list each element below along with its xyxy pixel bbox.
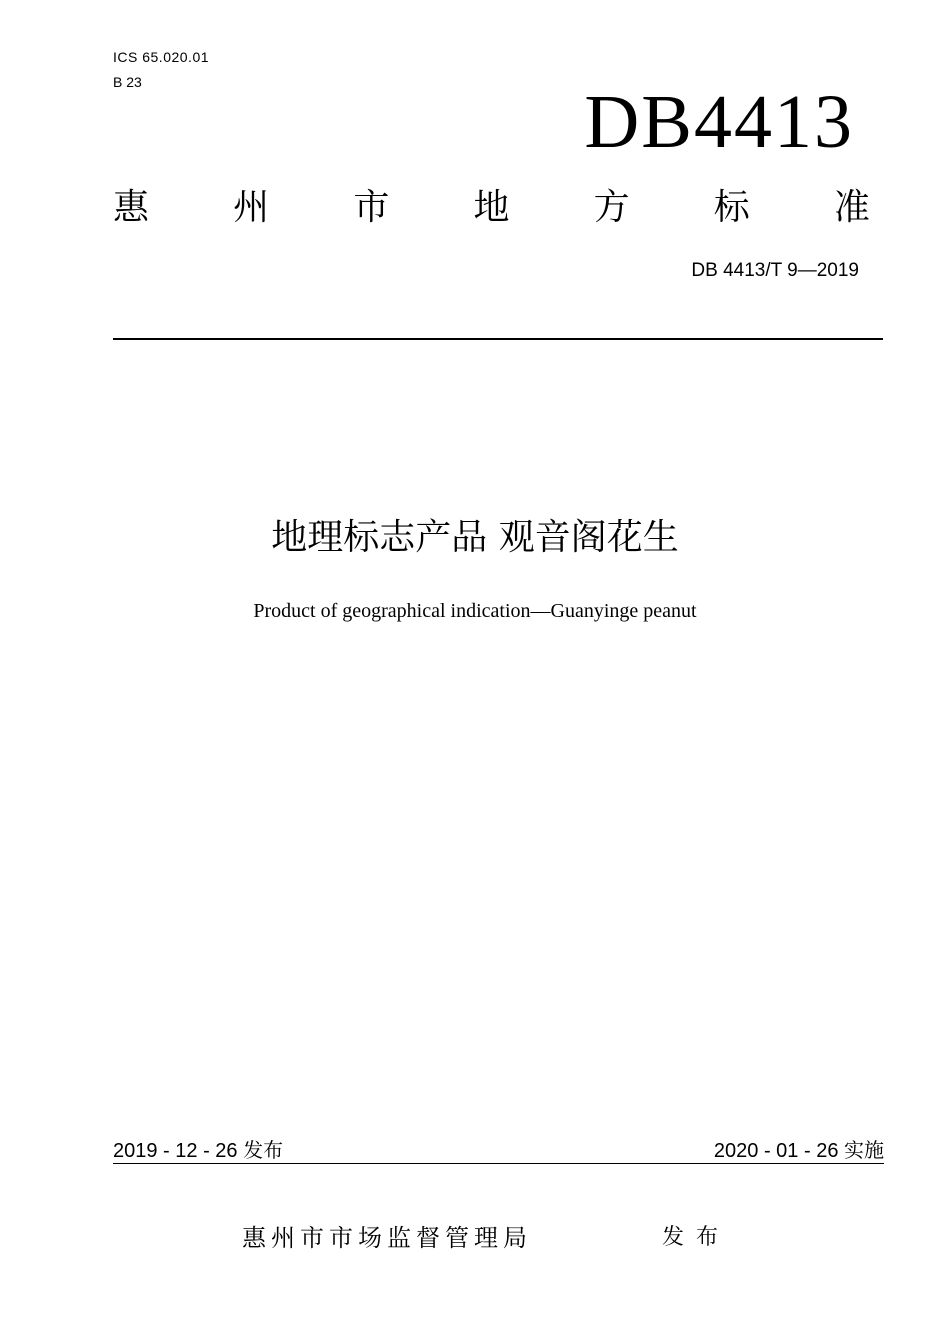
document-title-english: Product of geographical indication—Guanyinge peanut bbox=[253, 600, 697, 622]
standard-type-heading bbox=[113, 186, 870, 230]
top-divider bbox=[113, 338, 883, 340]
issuing-authority: 惠州市市场监督管理局 bbox=[242, 1224, 532, 1252]
standard-type-char: 标 bbox=[713, 187, 750, 228]
ics-code: ICS 65.020.01 bbox=[113, 49, 210, 65]
publish-label: 发布 bbox=[662, 1225, 731, 1250]
implementation-date: 2020 - 01 - 26 实施 bbox=[713, 1140, 884, 1162]
standard-type-char: 方 bbox=[593, 187, 630, 228]
standard-type-char: 惠 bbox=[113, 187, 150, 228]
standard-number: DB 4413/T 9—2019 bbox=[691, 260, 859, 281]
standard-type-char: 地 bbox=[473, 187, 510, 228]
bottom-divider bbox=[113, 1163, 884, 1164]
standard-type-char: 市 bbox=[353, 187, 390, 228]
issue-date: 2019 - 12 - 26 发布 bbox=[113, 1140, 284, 1162]
standard-type-char: 准 bbox=[833, 187, 870, 228]
standard-type-char: 州 bbox=[233, 187, 270, 228]
standard-code-large: DB4413 bbox=[584, 80, 854, 164]
ccs-code: B 23 bbox=[113, 74, 142, 90]
document-title-chinese: 地理标志产品 观音阁花生 bbox=[271, 517, 679, 558]
